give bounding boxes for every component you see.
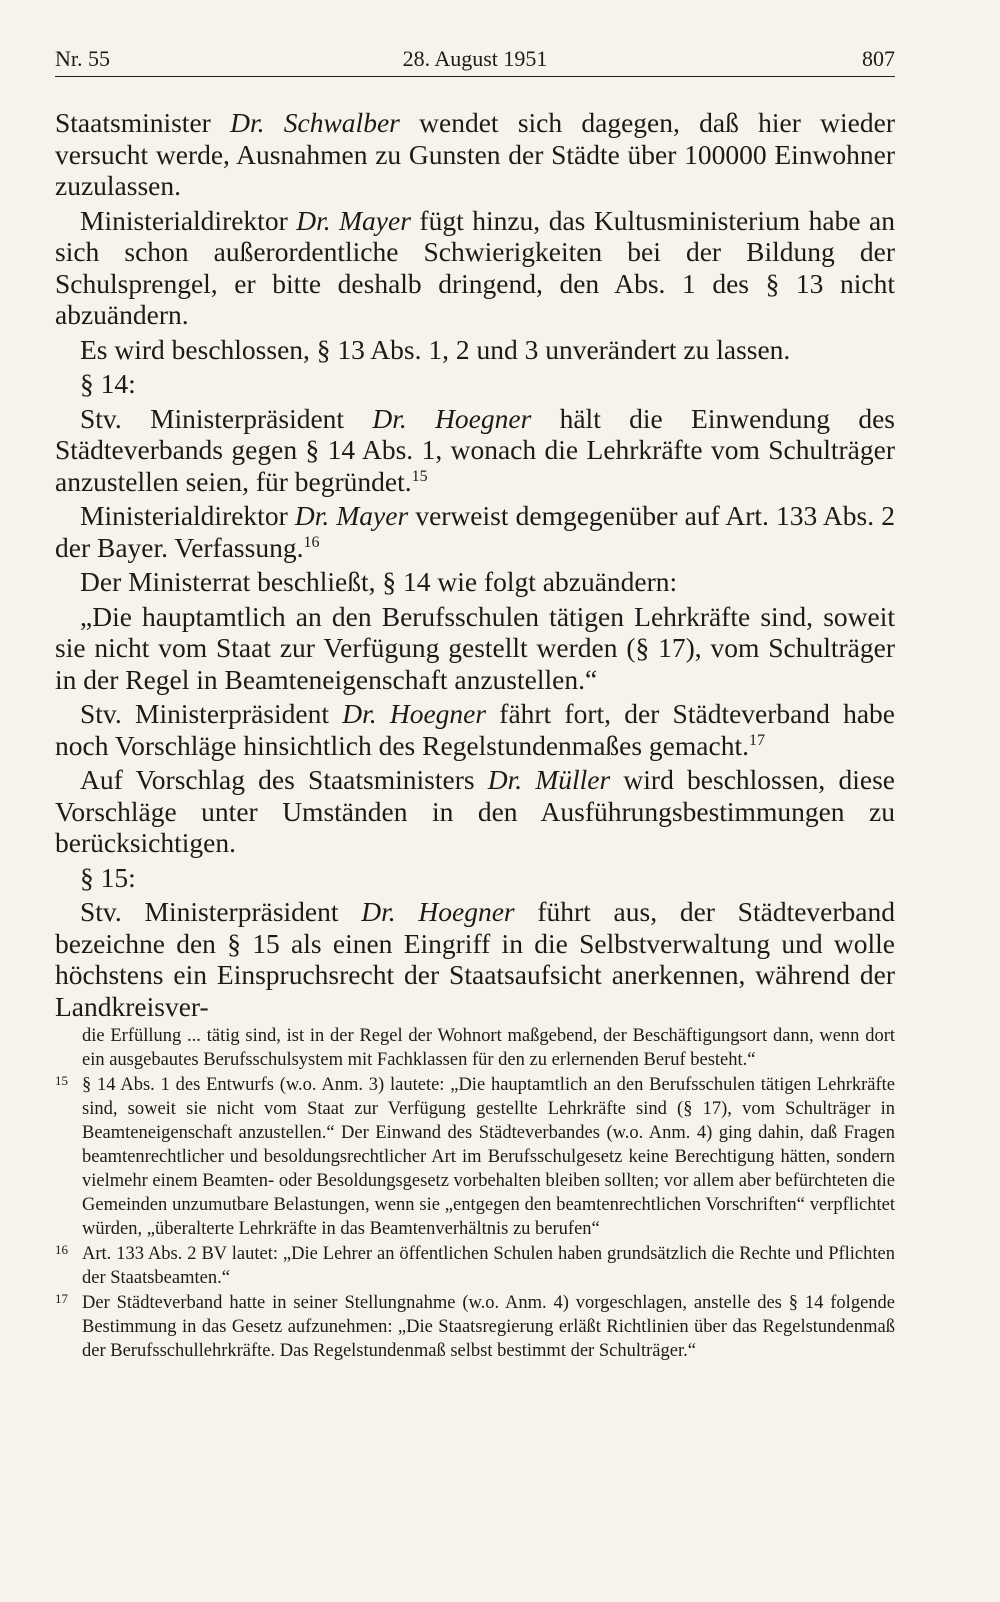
paragraph: Staatsminister Dr. Schwalber wendet sich dagegen, daß hier wieder versucht werde, Ausnahmen zu Gunsten der Städte über 100000 Einwohner zuzulassen. (55, 107, 895, 201)
section-heading: § 14: (80, 368, 136, 399)
person-name: Dr. Schwalber (230, 107, 400, 138)
page-number: 807 (862, 46, 895, 71)
paragraph: Stv. Ministerpräsident Dr. Hoegner hält die Einwendung des Städteverbands gegen § 14 Abs. 1, wonach die Lehrkräfte vom Schulträger anzustellen seien, für begründet.$^{15}$ (55, 402, 895, 497)
paragraph: Ministerialdirektor Dr. Mayer verweist demgegenüber auf Art. 133 Abs. 2 der Bayer. Verfassung.$^{16}$ (55, 500, 895, 563)
footnote-ref: 15 (411, 467, 428, 485)
footnote-number: 16 (55, 1242, 68, 1257)
footnote-16: 16 Art. 133 Abs. 2 BV lautet: „Die Lehrer an öffentlichen Schulen haben grundsätzlich die Rechte und Pflichten der Staatsbeamten.“ (55, 1242, 895, 1290)
footnotes (55, 1024, 895, 1364)
section-heading: § 15: (80, 861, 136, 893)
quoted-resolution: „Die hauptamtlich an den Berufsschulen tätigen Lehrkräfte sind, soweit sie nicht vom Staat zur Verfügung gestellt werden (§ 17), vom Schulträger in der Regel in Beamteneigenschaft anzustellen.“ (55, 600, 895, 695)
person-name: Dr. Mayer (296, 204, 411, 236)
page-header (55, 40, 895, 77)
footnote-number: 17 (55, 1291, 68, 1306)
paragraph: Stv. Ministerpräsident Dr. Hoegner führt aus, der Städteverband bezeichne den § 15 als einen Eingriff in die Selbstverwaltung und wolle höchstens ein Einspruchsrecht der Staatsaufsicht anerkennen, während der Landkreisver- (55, 896, 895, 1022)
person-name: Dr. Müller (487, 764, 611, 795)
person-name: Dr. Mayer (294, 500, 409, 531)
header-date: 28. August 1951 (402, 46, 548, 71)
paragraph: Der Ministerrat beschließt, § 14 wie folgt abzuändern: (80, 566, 678, 597)
footnote-ref: 17 (748, 731, 765, 749)
paragraph: Es wird beschlossen, § 13 Abs. 1, 2 und 3 unverändert zu lassen. (80, 333, 791, 365)
footnote-17: 17 Der Städteverband hatte in seiner Stellungnahme (w.o. Anm. 4) vorgeschlagen, anstelle des § 14 folgende Bestimmung in das Gesetz aufzunehmen: „Die Staatsregierung erläßt Richtlinien über das Regelstundenmaß der Berufsschullehrkräfte. Das Regelstundenmaß selbst bestimmt der Schulträger.“ (55, 1291, 895, 1363)
person-name: Dr. Hoegner (361, 896, 515, 927)
document-page (55, 40, 895, 1361)
footnote-number: 15 (55, 1073, 68, 1088)
paragraph: Auf Vorschlag des Staatsministers Dr. Müller wird beschlossen, diese Vorschläge unter Umständen in den Ausführungsbestimmungen zu berücksichtigen. (55, 764, 895, 858)
footnote-15: 15 § 14 Abs. 1 des Entwurfs (w.o. Anm. 3) lautete: „Die hauptamtlich an den Berufsschulen tätigen Lehrkräfte sind, soweit sie nicht vom Staat zur Verfügung gestellte Lehrkräfte sind (§ 17), vom Schulträger in Beamteneigenschaft anzustellen.“ Der Einwand des Städteverbandes (w.o. Anm. 4) ging dahin, daß Fragen beamtenrechtlicher und besoldungsrechtlicher Art im Berufsschulgesetz keine Berechtigung hätten, sondern vielmehr einem Beamten- oder Besoldungsgesetz vorbehalten bleiben sollten; vor allem aber befürchteten die Gemeinden unzumutbare Belastungen, wenn sie „entgegen den beamtenrechtlichen Vorschriften“ verpflichtet würden, „überalterte Lehrkräfte in das Beamtenverhältnis zu berufen“ (55, 1073, 895, 1241)
paragraph: Stv. Ministerpräsident Dr. Hoegner fährt fort, der Städteverband habe noch Vorschläge hinsichtlich des Regelstundenmaßes gemacht.$^{17}$ (55, 698, 895, 761)
footnote-ref: 16 (303, 533, 320, 551)
person-name: Dr. Hoegner (372, 402, 532, 434)
main-text (55, 107, 895, 1022)
footnote-continuation: die Erfüllung ... tätig sind, ist in der Regel der Wohnort maßgebend, der Beschäftigungsort dann, wenn dort ein ausgebautes Berufsschulsystem mit Fachklassen für den zu erlernenden Beruf besteht.“ (82, 1026, 895, 1070)
person-name: Dr. Hoegner (342, 698, 487, 729)
paragraph: Ministerialdirektor Dr. Mayer fügt hinzu, das Kultusministerium habe an sich schon außerordentliche Schwierigkeiten bei der Bildung der Schulsprengel, er bitte deshalb dringend, den Abs. 1 des § 13 nicht abzuändern. (55, 204, 895, 330)
issue-number: Nr. 55 (55, 46, 110, 71)
